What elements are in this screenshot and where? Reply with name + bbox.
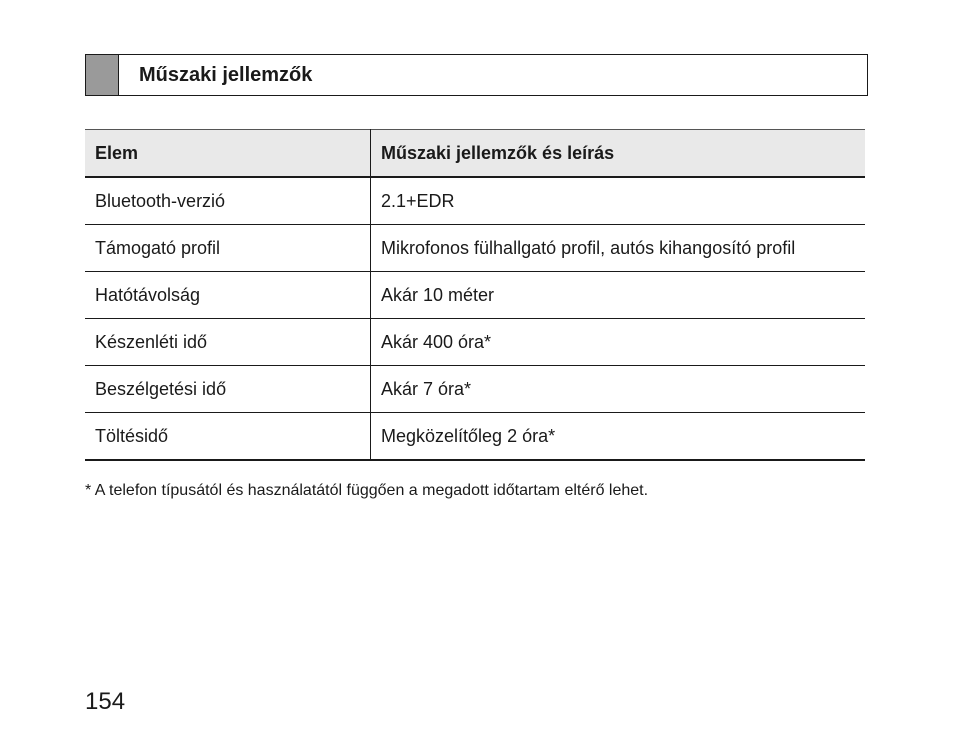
- row-label: Töltésidő: [85, 413, 371, 461]
- table-row: [85, 177, 865, 225]
- table-row: [85, 413, 865, 461]
- table-row: [85, 319, 865, 366]
- table-header-row: [85, 130, 865, 178]
- column-header-spec: Műszaki jellemzők és leírás: [371, 130, 866, 178]
- row-label: Támogató profil: [85, 225, 371, 272]
- column-header-item: Elem: [85, 130, 371, 178]
- row-value: Akár 10 méter: [371, 272, 866, 319]
- row-value: Megközelítőleg 2 óra*: [371, 413, 866, 461]
- footnote: * A telefon típusától és használatától függően a megadott időtartam eltérő lehet.: [85, 482, 649, 499]
- section-header: [85, 54, 868, 96]
- section-marker: [86, 55, 119, 95]
- specs-table: [85, 129, 865, 461]
- table-row: [85, 366, 865, 413]
- page-number: 154: [85, 688, 126, 715]
- row-value: 2.1+EDR: [371, 177, 866, 225]
- row-label: Hatótávolság: [85, 272, 371, 319]
- row-value: Akár 7 óra*: [371, 366, 866, 413]
- row-label: Készenléti idő: [85, 319, 371, 366]
- section-title: Műszaki jellemzők: [139, 63, 313, 86]
- table-row: [85, 225, 865, 272]
- row-label: Beszélgetési idő: [85, 366, 371, 413]
- row-value: Akár 400 óra*: [371, 319, 866, 366]
- row-value: Mikrofonos fülhallgató profil, autós kihangosító profil: [371, 225, 866, 272]
- table-row: [85, 272, 865, 319]
- row-label: Bluetooth-verzió: [85, 177, 371, 225]
